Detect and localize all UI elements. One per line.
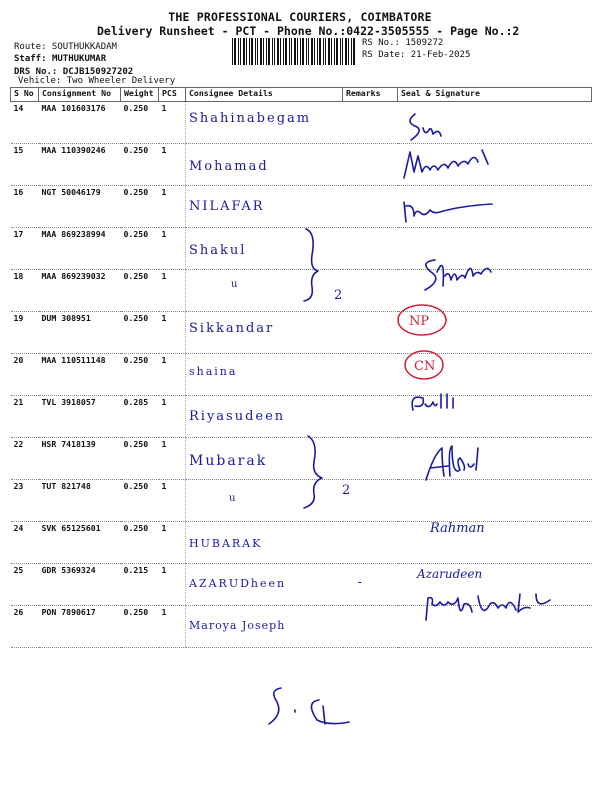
- remarks: [343, 102, 398, 144]
- consignment-no: MAA 110511148: [39, 354, 121, 396]
- weight: 0.250: [121, 102, 159, 144]
- sno: 23: [11, 480, 39, 522]
- barcode-bar: [323, 38, 324, 65]
- weight: 0.250: [121, 270, 159, 312]
- weight: 0.250: [121, 186, 159, 228]
- pcs: 1: [159, 438, 186, 480]
- consignee-handwritten: Riyasudeen: [189, 409, 286, 424]
- bracket-group-1: [300, 225, 360, 305]
- vehicle-label: Vehicle: Two Wheeler Delivery: [18, 76, 176, 86]
- weight: 0.250: [121, 228, 159, 270]
- barcode-bar: [251, 38, 253, 65]
- barcode-bar: [243, 38, 245, 65]
- remark-dash: -: [357, 575, 364, 590]
- bottom-signature: [265, 680, 385, 730]
- barcode-bar: [314, 38, 315, 65]
- weight: 0.215: [121, 564, 159, 606]
- barcode-bar: [351, 38, 352, 65]
- barcode-bar: [255, 38, 256, 65]
- pcs: 1: [159, 522, 186, 564]
- consignee-handwritten: Shahinabegam: [189, 111, 312, 126]
- bracket-icon: [304, 229, 318, 301]
- consignee-handwritten: HUBARAK: [189, 537, 263, 550]
- col-weight: Weight: [121, 88, 159, 102]
- weight: 0.250: [121, 522, 159, 564]
- rs-number: RS No.: 1509272: [362, 38, 444, 48]
- remarks: [343, 144, 398, 186]
- barcode-bar: [342, 38, 343, 65]
- consignment-no: SVK 65125601: [39, 522, 121, 564]
- signature-row-17-18: [415, 250, 505, 298]
- consignee-handwritten: AZARUDheen: [189, 577, 287, 590]
- consignee-cell: [186, 102, 343, 144]
- pcs: 1: [159, 102, 186, 144]
- barcode-bar: [274, 38, 275, 65]
- remarks: [343, 564, 398, 606]
- bracket-group-2: [300, 432, 360, 512]
- remarks: [343, 186, 398, 228]
- bracket-count: 2: [334, 288, 343, 303]
- barcode-bar: [348, 38, 349, 65]
- weight: 0.250: [121, 354, 159, 396]
- barcode-bar: [285, 38, 287, 65]
- consignment-no: DUM 308951: [39, 312, 121, 354]
- pcs: 1: [159, 270, 186, 312]
- weight: 0.250: [121, 480, 159, 522]
- consignment-no: PON 7890617: [39, 606, 121, 648]
- barcode-bar: [266, 38, 267, 65]
- sno: 19: [11, 312, 39, 354]
- barcode-bar: [319, 38, 321, 65]
- col-signature: Seal & Signature: [398, 88, 592, 102]
- consignee-cell: [186, 564, 343, 606]
- col-pcs: PCS: [159, 88, 186, 102]
- staff-line: [14, 54, 106, 64]
- barcode-icon: [232, 38, 357, 65]
- pcs: 1: [159, 144, 186, 186]
- barcode-bar: [331, 38, 332, 65]
- sno: 24: [11, 522, 39, 564]
- sno: 26: [11, 606, 39, 648]
- barcode-bar: [302, 38, 304, 65]
- stamp-np: [395, 300, 455, 340]
- signature-row-14: [395, 108, 475, 146]
- consignee-handwritten: Sikkandar: [189, 321, 275, 336]
- sno: 18: [11, 270, 39, 312]
- staff-label: Staff:: [14, 54, 47, 64]
- pcs: 1: [159, 396, 186, 438]
- consignment-no: MAA 101603176: [39, 102, 121, 144]
- barcode-bar: [257, 38, 258, 65]
- barcode-bar: [272, 38, 273, 65]
- consignee-cell: [186, 354, 343, 396]
- sno: 22: [11, 438, 39, 480]
- pcs: 1: [159, 564, 186, 606]
- consignment-no: GDR 5369324: [39, 564, 121, 606]
- signature-row-24: [428, 512, 498, 540]
- barcode-bar: [249, 38, 250, 65]
- barcode-bar: [297, 38, 298, 65]
- rs-date: RS Date: 21-Feb-2025: [362, 50, 471, 60]
- barcode-bar: [353, 38, 355, 65]
- weight: 0.250: [121, 606, 159, 648]
- barcode-bar: [246, 38, 247, 65]
- signature-row-25: [415, 558, 505, 586]
- signature-text: Rahman: [430, 521, 485, 536]
- bracket-icon: [304, 436, 322, 508]
- consignee-handwritten: u: [231, 279, 240, 290]
- barcode-bar: [317, 38, 318, 65]
- consignee-handwritten: Mubarak: [189, 453, 268, 469]
- barcode-bar: [300, 38, 301, 65]
- consignee-cell: [186, 312, 343, 354]
- signature-row-26: [420, 590, 580, 626]
- weight: 0.250: [121, 312, 159, 354]
- barcode-bar: [325, 38, 326, 65]
- barcode-bar: [345, 38, 347, 65]
- consignment-no: TVL 3918057: [39, 396, 121, 438]
- consignee-handwritten: u: [229, 493, 238, 504]
- barcode-bar: [291, 38, 292, 65]
- bracket-count: 2: [342, 483, 351, 498]
- table-row: [11, 186, 592, 228]
- sno: 21: [11, 396, 39, 438]
- barcode-bar: [311, 38, 313, 65]
- consignee-cell: [186, 606, 343, 648]
- table-row: [11, 312, 592, 354]
- consignee-handwritten: NILAFAR: [189, 199, 265, 214]
- consignment-no: MAA 869238994: [39, 228, 121, 270]
- consignee-handwritten: Mohamad: [189, 159, 269, 174]
- signature-row-21: [405, 388, 465, 418]
- barcode-bar: [240, 38, 241, 65]
- remarks: [343, 312, 398, 354]
- barcode-bar: [340, 38, 341, 65]
- sno: 15: [11, 144, 39, 186]
- barcode-bar: [289, 38, 290, 65]
- signature-row-22-23: [420, 440, 500, 490]
- drs-label: DRS No.:: [14, 67, 58, 77]
- weight: 0.250: [121, 438, 159, 480]
- sno: 20: [11, 354, 39, 396]
- consignment-no: MAA 869239032: [39, 270, 121, 312]
- col-remarks: Remarks: [343, 88, 398, 102]
- barcode-bar: [277, 38, 279, 65]
- consignee-cell: [186, 522, 343, 564]
- barcode-bar: [308, 38, 309, 65]
- company-title: THE PROFESSIONAL COURIERS, COIMBATORE: [168, 10, 432, 24]
- weight: 0.250: [121, 144, 159, 186]
- sno: 14: [11, 102, 39, 144]
- remarks: [343, 522, 398, 564]
- remarks: [343, 606, 398, 648]
- runsheet-subtitle: Delivery Runsheet - PCT - Phone No.:0422-3505555 - Page No.:2: [97, 24, 520, 38]
- stamp-np-text: NP: [409, 314, 430, 329]
- staff-name: MUTHUKUMAR: [51, 54, 107, 64]
- table-row: [11, 354, 592, 396]
- barcode-bar: [234, 38, 236, 65]
- consignee-handwritten: shaina: [189, 365, 238, 378]
- col-consignee: Consignee Details: [186, 88, 343, 102]
- route-label: Route: SOUTHUKKADAM: [14, 42, 117, 52]
- barcode-bar: [336, 38, 338, 65]
- barcode-bar: [232, 38, 233, 65]
- pcs: 1: [159, 186, 186, 228]
- consignment-no: HSR 7418139: [39, 438, 121, 480]
- barcode-bar: [328, 38, 330, 65]
- signature-row-15: [398, 142, 518, 184]
- sno: 16: [11, 186, 39, 228]
- barcode-bar: [306, 38, 307, 65]
- barcode-bar: [294, 38, 296, 65]
- stamp-cn: [400, 346, 460, 384]
- barcode-bar: [280, 38, 281, 65]
- barcode-bar: [238, 38, 239, 65]
- barcode-bar: [283, 38, 284, 65]
- pcs: 1: [159, 312, 186, 354]
- consignment-no: TUT 821748: [39, 480, 121, 522]
- consignee-cell: [186, 186, 343, 228]
- pcs: 1: [159, 354, 186, 396]
- sno: 17: [11, 228, 39, 270]
- pcs: 1: [159, 480, 186, 522]
- table-header-row: [11, 88, 592, 102]
- pcs: 1: [159, 228, 186, 270]
- col-consignment: Consignment No: [39, 88, 121, 102]
- col-sno: S No: [11, 88, 39, 102]
- consignment-no: MAA 110390246: [39, 144, 121, 186]
- barcode-bar: [268, 38, 270, 65]
- consignee-handwritten: Shakul: [189, 243, 247, 258]
- consignee-handwritten: Maroya Joseph: [189, 619, 286, 632]
- stamp-cn-text: CN: [414, 359, 436, 374]
- remarks: [343, 354, 398, 396]
- weight: 0.285: [121, 396, 159, 438]
- signature-text: Azarudeen: [417, 567, 483, 581]
- drs-number: DCJB150927202: [62, 67, 134, 77]
- sno: 25: [11, 564, 39, 606]
- consignment-no: NGT 50046179: [39, 186, 121, 228]
- pcs: 1: [159, 606, 186, 648]
- signature-row-16: [400, 194, 500, 226]
- consignee-cell: [186, 144, 343, 186]
- barcode-bar: [334, 38, 335, 65]
- barcode-bar: [260, 38, 262, 65]
- barcode-bar: [263, 38, 264, 65]
- table-row: [11, 102, 592, 144]
